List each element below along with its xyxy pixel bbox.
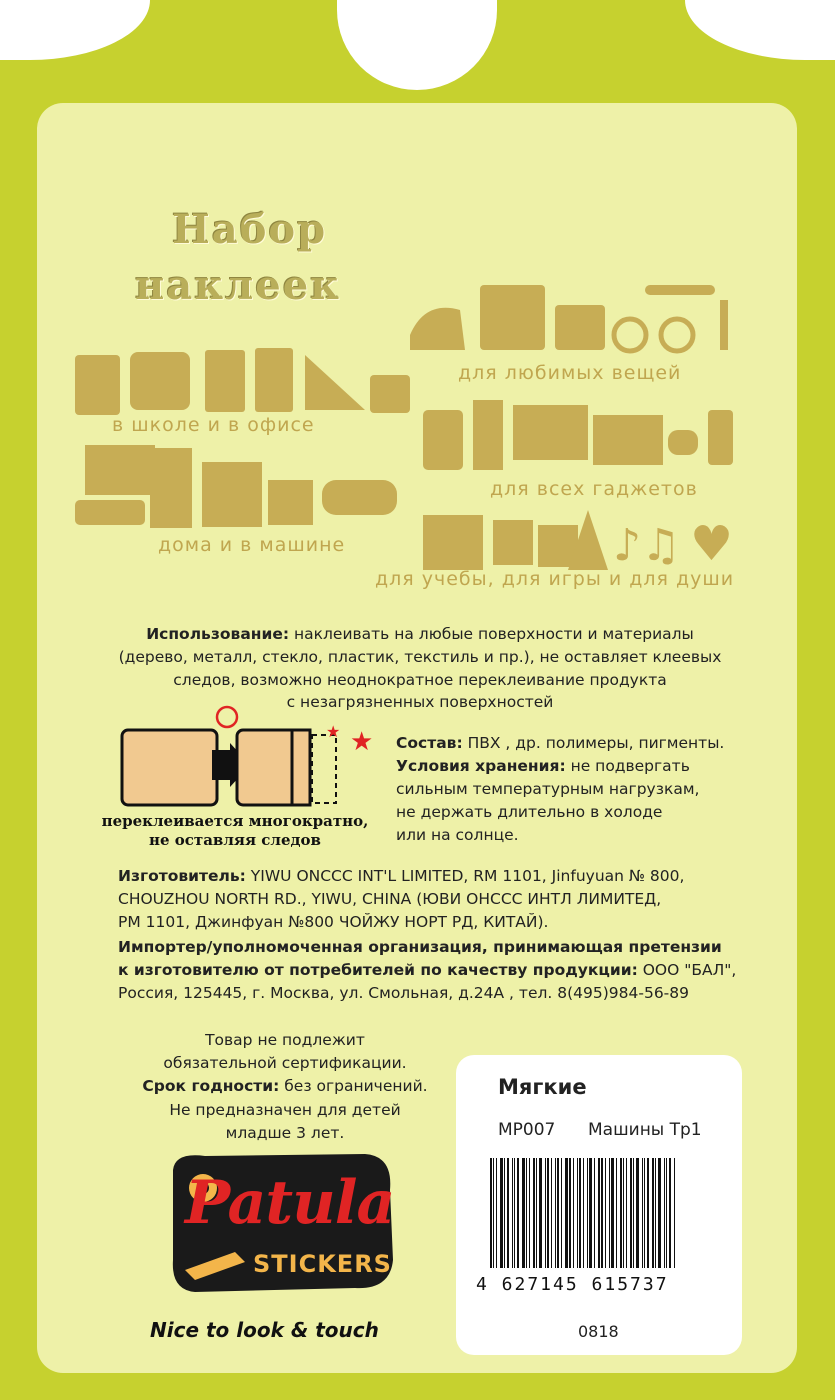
barcode-bar — [664, 1158, 665, 1268]
barcode-bar — [514, 1158, 515, 1268]
barcode-bar — [507, 1158, 509, 1268]
sneaker-icon — [410, 308, 465, 350]
usage-line-4: с незагрязненных поверхностей — [286, 693, 554, 711]
things-icons — [405, 280, 755, 360]
barcode-bar — [529, 1158, 530, 1268]
barcode-bar — [669, 1158, 671, 1268]
usage-line-3: следов, возможно неоднократное переклеивание продукта — [173, 671, 667, 689]
window-icon — [85, 445, 155, 495]
product-type: Мягкие — [498, 1075, 587, 1099]
barcode-bar — [609, 1158, 610, 1268]
barcode-bar — [500, 1158, 503, 1268]
school-icons — [70, 330, 420, 420]
barcode-bar — [496, 1158, 497, 1268]
notebook-icon — [255, 348, 293, 412]
barcode-bar — [490, 1158, 492, 1268]
age-line-2: младше 3 лет. — [225, 1124, 345, 1142]
barcode-bar — [655, 1158, 656, 1268]
barcode-bar — [633, 1158, 634, 1268]
barcode-bar — [623, 1158, 624, 1268]
manufacturer-line-2: CHOUZHOU NORTH RD., YIWU, CHINA (ЮВИ ОНССС ИНТЛ ЛИМИТЕД, — [118, 890, 662, 908]
barcode-bar — [611, 1158, 614, 1268]
dresser-icon — [268, 480, 313, 525]
reusable-illustration — [112, 705, 382, 815]
barcode-bar — [605, 1158, 606, 1268]
scooter-icon — [720, 300, 728, 350]
smiley-icon — [217, 707, 237, 727]
barcode-bar — [512, 1158, 513, 1268]
backpack-icon — [130, 352, 190, 410]
barcode-bar — [594, 1158, 595, 1268]
mug-icon — [370, 375, 410, 413]
barcode-bar — [533, 1158, 535, 1268]
bicycle-icon — [614, 319, 646, 351]
barcode-bar — [647, 1158, 649, 1268]
sofa-icon — [75, 500, 145, 525]
title-line-1: Набор — [172, 206, 328, 253]
category-gadgets: для всех гаджетов — [490, 478, 698, 500]
barcode-bar — [601, 1158, 603, 1268]
card-corner-right — [685, 0, 835, 60]
usage-line-1: Использование: наклеивать на любые поверхности и материалы — [146, 625, 694, 643]
ruler-icon — [305, 355, 365, 410]
tshirt-icon — [480, 285, 545, 350]
barcode-bar — [587, 1158, 588, 1268]
home-icons — [70, 440, 400, 530]
calculator-icon — [205, 350, 245, 412]
arrow-icon — [212, 750, 230, 780]
barcode-bar — [636, 1158, 639, 1268]
brand-name: Patula — [185, 1168, 395, 1238]
manufacturer-line-1: Изготовитель: YIWU ONCCC INT'L LIMITED, RM 1101, Jinfuyuan № 800, — [118, 867, 685, 885]
barcode-bar — [652, 1158, 654, 1268]
monitor-icon — [513, 405, 588, 460]
barcode-bar — [573, 1158, 574, 1268]
barcode-bar — [620, 1158, 622, 1268]
sticker-left — [122, 730, 217, 805]
barcode-bar — [642, 1158, 643, 1268]
storage-line-4: или на солнце. — [396, 826, 519, 844]
barcode-bar — [539, 1158, 542, 1268]
barcode-bar — [644, 1158, 645, 1268]
book-icon — [75, 355, 120, 415]
barcode — [490, 1158, 718, 1268]
brand-logo — [165, 1150, 395, 1300]
barcode-bar — [557, 1158, 559, 1268]
storage-line-1: Условия хранения: не подвергать — [396, 757, 690, 775]
barcode-bar — [561, 1158, 562, 1268]
brand-tagline: Nice to look & touch — [150, 1318, 379, 1342]
barcode-bar — [536, 1158, 537, 1268]
barcode-bar — [551, 1158, 552, 1268]
reusable-caption: переклеивается многократно, не оставляя следов — [101, 812, 369, 849]
cert-line-2: обязательной сертификации. — [163, 1054, 407, 1072]
category-home: дома и в машине — [158, 534, 346, 556]
gamepad-icon — [668, 430, 698, 455]
bag-icon — [555, 305, 605, 350]
barcode-bar — [493, 1158, 494, 1268]
usage-line-2: (дерево, металл, стекло, пластик, текстиль и пр.), не оставляет клеевых — [118, 648, 722, 666]
reading-icon — [423, 515, 483, 570]
gadget-icons — [418, 395, 748, 475]
dashed-outline — [312, 735, 336, 803]
barcode-bar — [658, 1158, 661, 1268]
block-a-icon — [493, 520, 533, 565]
batch-number: 0818 — [578, 1322, 619, 1341]
svg-text:★: ★ — [326, 722, 341, 741]
barcode-bar — [579, 1158, 581, 1268]
heart-icon: ♥ — [690, 516, 734, 572]
manufacturer-line-3: РМ 1101, Джинфуан №800 ЧОЙЖУ НОРТ РД, КИТАЙ). — [118, 913, 549, 931]
product-name: Машины Тр1 — [588, 1120, 702, 1140]
barcode-bar — [547, 1158, 549, 1268]
barcode-bar — [630, 1158, 632, 1268]
tablet-icon — [423, 410, 463, 470]
age-line-1: Не предназначен для детей — [169, 1101, 401, 1119]
star-icon: ★ — [350, 727, 374, 757]
barcode-bar — [565, 1158, 568, 1268]
category-school: в школе и в офисе — [112, 414, 315, 436]
barcode-bar — [545, 1158, 546, 1268]
barcode-bar — [517, 1158, 519, 1268]
cabinet-icon — [202, 462, 262, 527]
card-corner-left — [0, 0, 150, 60]
barcode-bar — [504, 1158, 505, 1268]
barcode-bar — [526, 1158, 527, 1268]
barcode-bar — [666, 1158, 667, 1268]
barcode-bar — [598, 1158, 600, 1268]
title-line-2: наклеек — [135, 262, 342, 309]
barcode-bar — [555, 1158, 556, 1268]
storage-line-2: сильным температурным нагрузкам, — [396, 780, 700, 798]
importer-line-1: Импортер/уполномоченная организация, принимающая претензии — [118, 938, 722, 956]
product-code: MP007 — [498, 1120, 556, 1140]
barcode-bar — [583, 1158, 584, 1268]
composition: Состав: ПВХ , др. полимеры, пигменты. — [396, 734, 725, 752]
pc-tower-icon — [473, 400, 503, 470]
barcode-bar — [577, 1158, 578, 1268]
skateboard-icon — [645, 285, 715, 295]
cert-line-1: Товар не подлежит — [205, 1031, 365, 1049]
phone-icon — [708, 410, 733, 465]
barcode-bar — [674, 1158, 675, 1268]
barcode-bar — [522, 1158, 525, 1268]
barcode-bar — [626, 1158, 627, 1268]
study-icons — [418, 505, 748, 575]
hang-hole — [337, 0, 497, 90]
peel-edge — [292, 730, 310, 805]
shelf-life: Срок годности: без ограничений. — [142, 1077, 428, 1095]
brand-sub: STICKERS — [253, 1250, 392, 1278]
importer-line-3: Россия, 125445, г. Москва, ул. Смольная, д.24А , тел. 8(495)984-56-89 — [118, 984, 689, 1002]
door-icon — [150, 448, 192, 528]
importer-line-2: к изготовителю от потребителей по качеству продукции: ООО "БАЛ", — [118, 961, 737, 979]
barcode-bar — [616, 1158, 617, 1268]
barcode-number: 4 627145 615737 — [476, 1274, 669, 1295]
storage-line-3: не держать длительно в холоде — [396, 803, 663, 821]
barcode-bar — [589, 1158, 592, 1268]
barcode-bar — [569, 1158, 571, 1268]
car-icon — [322, 480, 397, 515]
laptop-icon — [593, 415, 663, 465]
music-note-icon: ♪♫ — [613, 520, 681, 571]
category-study: для учебы, для игры и для души — [375, 568, 735, 590]
category-things: для любимых вещей — [458, 362, 682, 384]
